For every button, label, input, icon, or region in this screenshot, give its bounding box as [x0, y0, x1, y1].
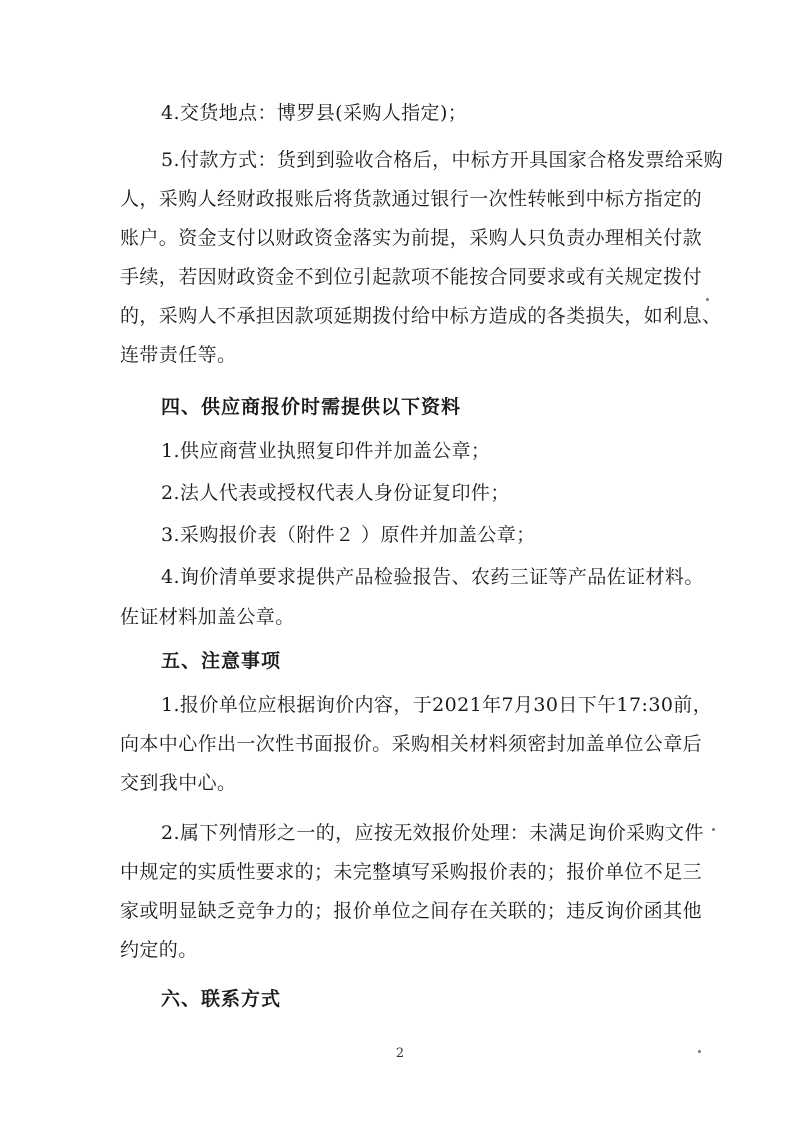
payment-method-line-1: 5.付款方式：货到到验收合格后，中标方开具国家合格发票给采购	[161, 149, 724, 171]
materials-item-4-line-1: 4.询价清单要求提供产品检验报告、农药三证等产品佐证材料。	[161, 566, 704, 588]
scan-speck	[712, 828, 715, 831]
scan-speck	[698, 1050, 701, 1053]
notice-item-2-line-1: 2.属下列情形之一的，应按无效报价处理：未满足询价采购文件	[161, 822, 704, 844]
materials-item-1: 1.供应商营业执照复印件并加盖公章；	[161, 440, 491, 462]
notice-item-1-line-1: 1.报价单位应根据询价内容，于2021年7月30日下午17:30前，	[161, 694, 713, 716]
scan-speck	[706, 298, 709, 301]
materials-item-4-line-2: 佐证材料加盖公章。	[120, 606, 295, 628]
notice-item-2-line-3: 家或明显缺乏竞争力的；报价单位之间存在关联的；违反询价函其他	[120, 900, 703, 922]
section-heading-6: 六、联系方式	[161, 988, 282, 1010]
payment-method-line-6: 连带责任等。	[120, 344, 237, 366]
materials-item-2: 2.法人代表或授权代表人身份证复印件；	[161, 482, 510, 504]
payment-method-line-2: 人，采购人经财政报账后将货款通过银行一次性转帐到中标方指定的	[120, 188, 703, 210]
section-heading-4: 四、供应商报价时需提供以下资料	[161, 396, 462, 418]
notice-item-1-line-3: 交到我中心。	[120, 772, 237, 794]
payment-method-line-5: 的，采购人不承担因款项延期拨付给中标方造成的各类损失，如利息、	[120, 305, 722, 327]
materials-item-3: 3.采购报价表（附件２ ）原件并加盖公章；	[161, 524, 536, 546]
section-heading-5: 五、注意事项	[161, 650, 282, 672]
payment-method-line-3: 账户。资金支付以财政资金落实为前提，采购人只负责办理相关付款	[120, 227, 703, 249]
notice-item-2-line-4: 约定的。	[120, 939, 198, 961]
delivery-location-line: 4.交货地点：博罗县(采购人指定)；	[161, 102, 468, 124]
payment-method-line-4: 手续，若因财政资金不到位引起款项不能按合同要求或有关规定拨付	[120, 266, 703, 288]
notice-item-1-line-2: 向本中心作出一次性书面报价。采购相关材料须密封加盖单位公章后	[120, 733, 703, 755]
notice-item-2-line-2: 中规定的实质性要求的；未完整填写采购报价表的；报价单位不足三	[120, 861, 703, 883]
page-number: 2	[395, 1046, 405, 1061]
